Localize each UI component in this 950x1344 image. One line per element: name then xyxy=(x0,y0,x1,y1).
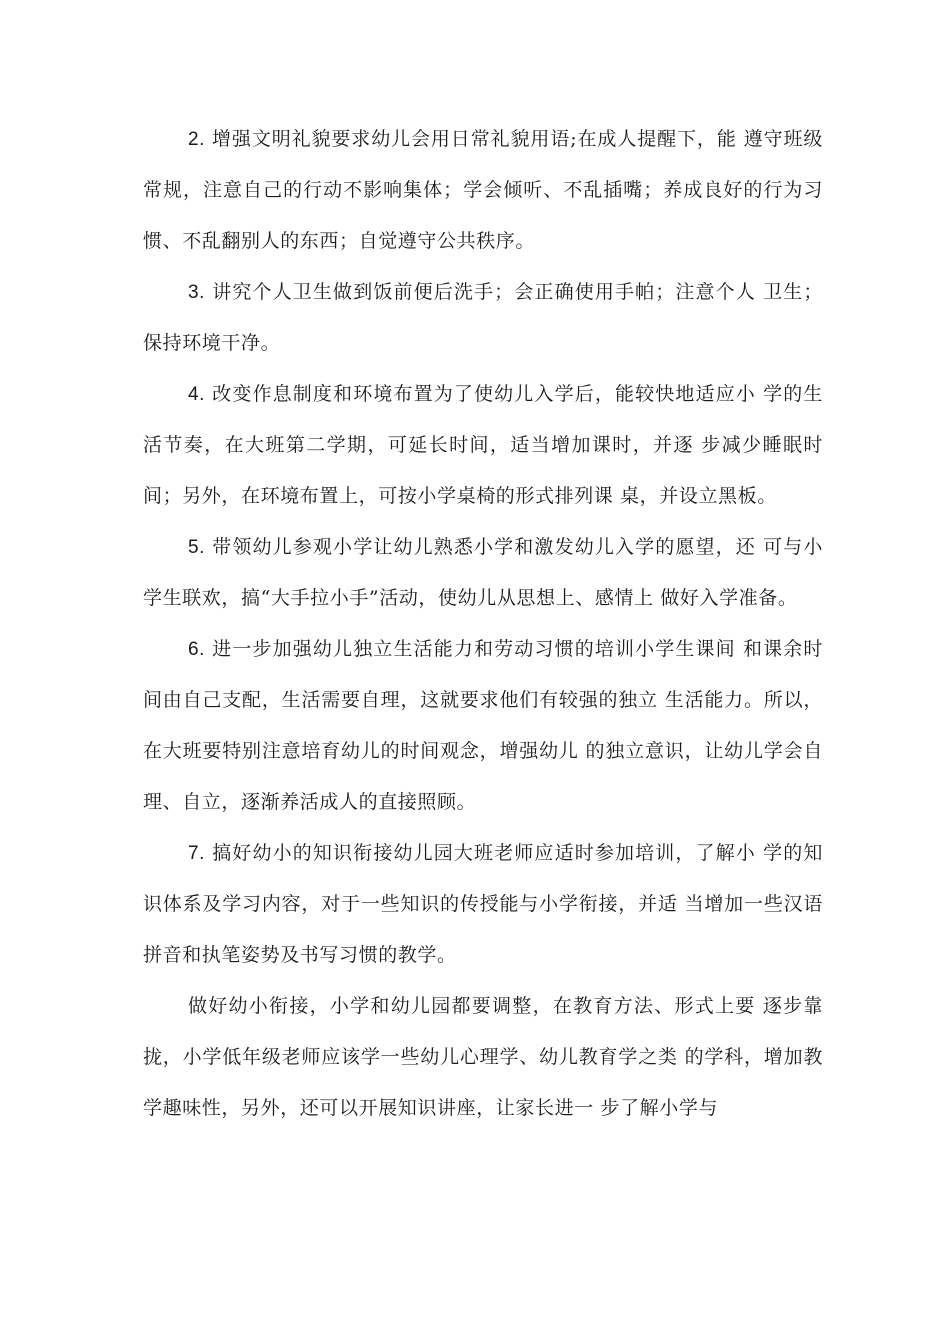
item-number: 4. xyxy=(188,384,206,405)
item-number: 7. xyxy=(188,843,206,864)
paragraph-6 xyxy=(143,624,823,828)
paragraph-conclusion xyxy=(143,981,823,1134)
item-number: 2. xyxy=(188,129,206,150)
paragraph-4 xyxy=(143,369,823,522)
item-number: 5. xyxy=(188,537,206,558)
paragraph-text: 做好幼小衔接，小学和幼儿园都要调整，在教育方法、形式上要 逐步靠拢，小学低年级老师应该学一些幼儿心理学、幼儿教育学之类 的学科，增加教学趣味性，另外，还可以开展知识讲座，让家长进一 步了解小学与 xyxy=(143,995,823,1119)
paragraph-text: 搞好幼小的知识衔接幼儿园大班老师应适时参加培训，了解小 学的知识体系及学习内容，对于一些知识的传授能与小学衔接，并适 当增加一些汉语拼音和执笔姿势及书写习惯的教学。 xyxy=(143,842,823,966)
paragraph-7 xyxy=(143,828,823,981)
paragraph-text: 改变作息制度和环境布置为了使幼儿入学后，能较快地适应小 学的生活节奏，在大班第二学期，可延长时间，适当增加课时，并逐 步减少睡眠时间；另外，在环境布置上，可按小学桌椅的形式排列课 桌，并设立黑板。 xyxy=(143,383,823,507)
item-number: 6. xyxy=(188,639,206,660)
paragraph-text: 增强文明礼貌要求幼儿会用日常礼貌用语;在成人提醒下，能 遵守班级常规，注意自己的行动不影响集体；学会倾听、不乱插嘴；养成良好的行为习惯、不乱翻别人的东西；自觉遵守公共秩序。 xyxy=(143,128,823,252)
paragraph-3 xyxy=(143,267,823,369)
paragraph-5 xyxy=(143,522,823,624)
item-number: 3. xyxy=(188,282,206,303)
paragraph-text: 带领幼儿参观小学让幼儿熟悉小学和激发幼儿入学的愿望，还 可与小学生联欢，搞“大手拉小手”活动，使幼儿从思想上、感情上 做好入学准备。 xyxy=(143,536,823,609)
paragraph-text: 进一步加强幼儿独立生活能力和劳动习惯的培训小学生课间 和课余时间由自己支配，生活需要自理，这就要求他们有较强的独立 生活能力。所以，在大班要特别注意培育幼儿的时间观念，增强幼儿 的独立意识，让幼儿学会自理、自立，逐渐养活成人的直接照顾。 xyxy=(143,638,823,813)
paragraph-text: 讲究个人卫生做到饭前便后洗手；会正确使用手帕；注意个人 卫生；保持环境干净。 xyxy=(143,281,823,354)
paragraph-2 xyxy=(143,114,823,267)
document-body xyxy=(143,114,823,1134)
